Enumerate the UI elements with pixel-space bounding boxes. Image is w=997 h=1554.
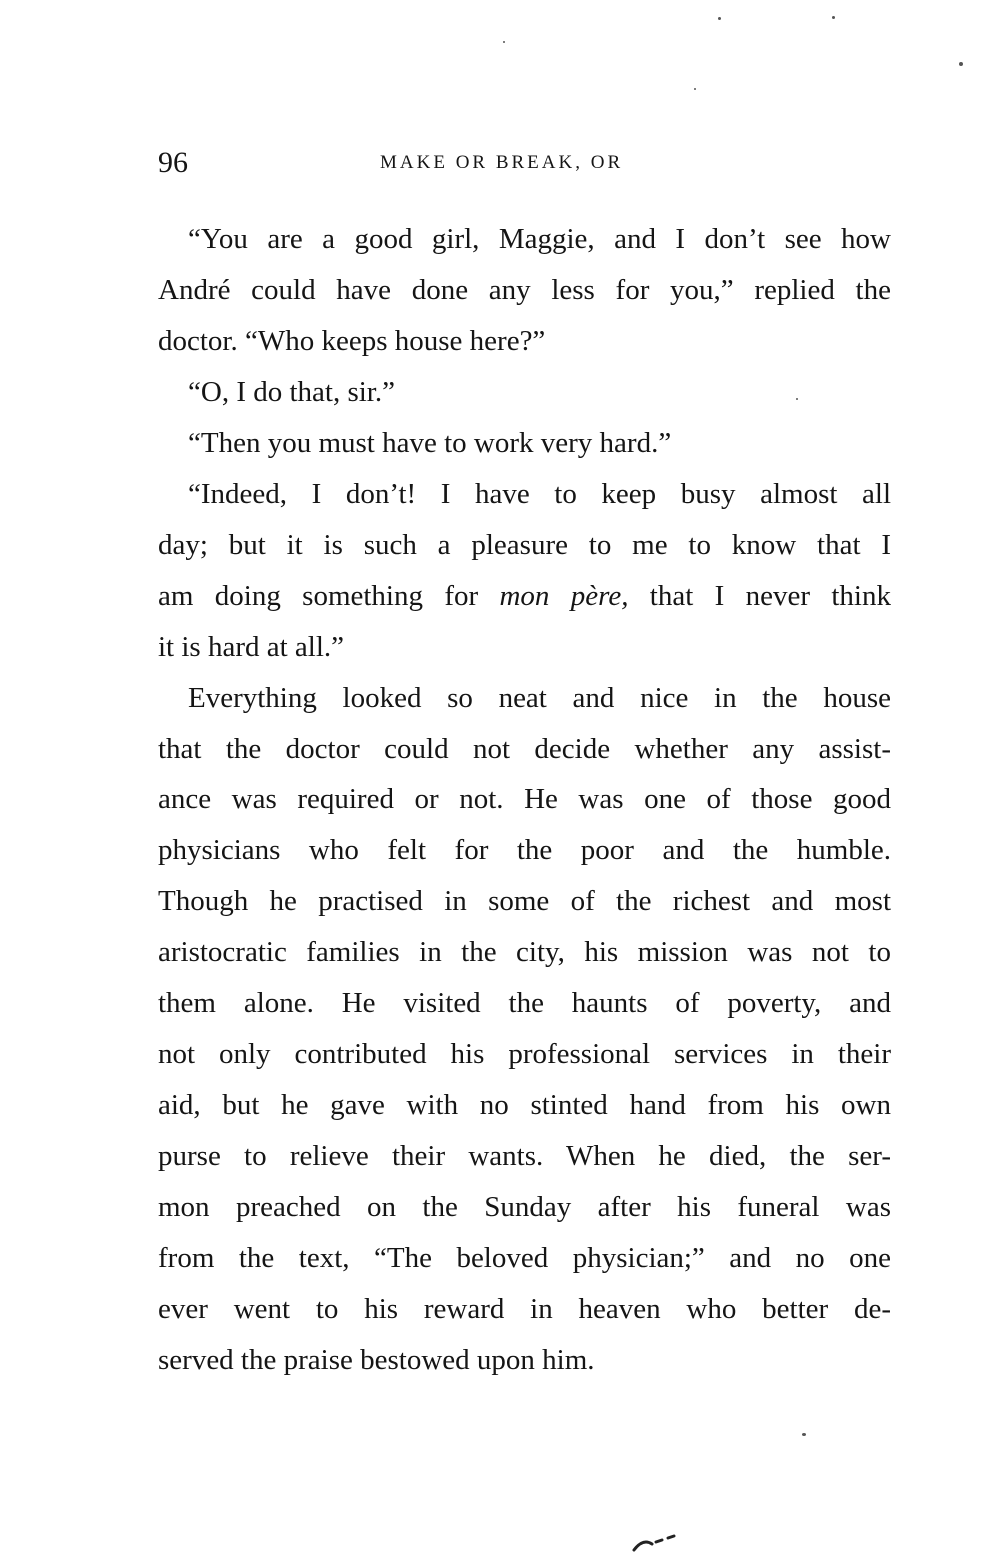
scan-speck [802, 1433, 806, 1436]
text-line [158, 576, 891, 616]
text-line: doctor. “Who keeps house here?” [158, 324, 546, 357]
text-line: it is hard at all.” [158, 630, 345, 663]
scan-speck [832, 16, 835, 19]
text-line: from the text, “The beloved physician;” and no one [158, 1242, 891, 1274]
text-line: “O, I do that, sir.” [188, 375, 395, 408]
scan-speck [796, 398, 798, 400]
text-line: Everything looked so neat and nice in the house [188, 681, 891, 714]
text-line: “Then you must have to work very hard.” [188, 426, 672, 459]
scan-speck [718, 17, 721, 20]
text-line: them alone. He visited the haunts of poverty, and [158, 987, 891, 1020]
text-line: André could have done any less for you,” replied the [158, 273, 891, 306]
text-line: ance was required or not. He was one of those good [158, 783, 891, 816]
page-number: 96 [158, 146, 188, 179]
italic-phrase: mon père, [499, 579, 629, 612]
line-text: am doing something for [158, 579, 500, 612]
text-line: “Indeed, I don’t! I have to keep busy almost all [188, 477, 891, 510]
text-line: aristocratic families in the city, his mission was not to [158, 936, 891, 969]
scan-speck [694, 88, 696, 90]
text-line: purse to relieve their wants. When he died, the ser- [158, 1140, 891, 1173]
text-line: mon preached on the Sunday after his funeral was [158, 1191, 891, 1224]
text-line: not only contributed his professional services in their [158, 1038, 891, 1071]
text-line: that the doctor could not decide whether any assist- [158, 732, 891, 765]
text-line: Though he practised in some of the richest and most [158, 885, 891, 918]
text-line: served the praise bestowed upon him. [158, 1343, 595, 1376]
text-line: ever went to his reward in heaven who better de- [158, 1292, 891, 1325]
text-line: day; but it is such a pleasure to me to know that I [158, 528, 891, 561]
scan-speck [503, 41, 505, 43]
scan-speck [959, 62, 963, 66]
running-head: MAKE OR BREAK, OR [380, 152, 624, 173]
text-line: “You are a good girl, Maggie, and I don’t see how [188, 223, 891, 255]
text-line: physicians who felt for the poor and the humble. [158, 834, 891, 867]
text-line: aid, but he gave with no stinted hand from his own [158, 1089, 891, 1122]
line-text: that I never think [628, 579, 891, 612]
scan-mark [628, 1530, 680, 1552]
